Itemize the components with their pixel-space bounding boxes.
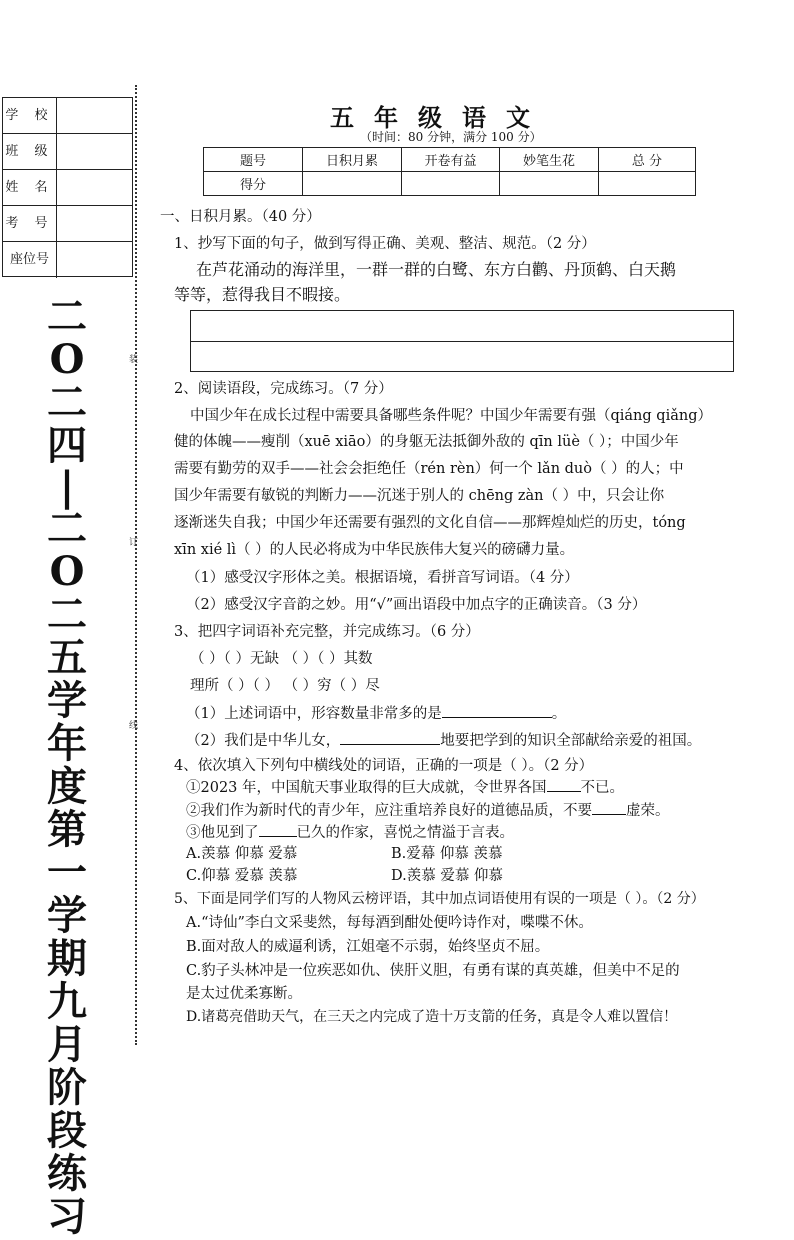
question-4-sentence-1 <box>186 777 624 798</box>
vertical-title-char: 学 <box>47 677 87 724</box>
vertical-title-char: 二 <box>47 591 87 638</box>
sub-text: 地要把学到的知识全部献给亲爱的祖国。 <box>440 733 702 749</box>
answer-blank[interactable] <box>259 822 297 837</box>
info-label: 班 级 <box>3 134 57 169</box>
question-2-stem: 2、阅读语段，完成练习。（7 分） <box>174 381 393 397</box>
question-5-stem: 5、下面是同学们写的人物风云榜评语，其中加点词语使用有误的一项是（ ）。（2 分） <box>174 891 705 907</box>
answer-blank[interactable] <box>340 730 440 745</box>
sentence-text: 不已。 <box>580 780 625 796</box>
info-label: 考 号 <box>3 206 57 241</box>
question-5-option-c[interactable]: C.豹子头林冲是一位疾恶如仇、侠肝义胆，有勇有谋的真英雄，但美中不足的 <box>186 963 680 979</box>
score-header-cell: 开卷有益 <box>402 148 500 172</box>
copy-writing-box[interactable] <box>190 310 734 372</box>
passage-line: 需要有勤劳的双手——社会会拒绝任（rén rèn）何一个 lǎn duò（ ）的人；中 <box>174 461 684 477</box>
sentence-text: ①2023 年，中国航天事业取得的巨大成就，令世界各国 <box>186 780 547 796</box>
writing-box-divider <box>191 341 733 342</box>
vertical-title-char: 度 <box>47 763 87 810</box>
vertical-title-char: 期 <box>47 935 87 982</box>
vertical-title-char: 二 <box>47 293 87 340</box>
score-header-cell: 总 分 <box>599 148 696 172</box>
score-cell[interactable] <box>303 172 402 196</box>
section-heading: 一、日积月累。（40 分） <box>160 209 321 225</box>
sub-text: （1）上述词语中，形容数量非常多的是 <box>186 706 442 722</box>
sentence-text: 已久的作家，喜悦之情溢于言表。 <box>296 825 514 841</box>
idiom-row: （ ）（ ）无缺 （ ）（ ）其数 <box>190 651 373 667</box>
student-info-table <box>2 97 133 277</box>
score-header-cell: 题号 <box>204 148 303 172</box>
cut-label: 线 <box>129 721 139 731</box>
answer-blank[interactable] <box>592 800 626 815</box>
vertical-title-char: 学 <box>47 892 87 939</box>
vertical-title-char: 二 <box>47 505 87 552</box>
question-2-sub-1: （1）感受汉字形体之美。根据语境，看拼音写词语。（4 分） <box>186 570 579 586</box>
passage-line: xīn xié lì（ ）的人民必将成为中华民族伟大复兴的磅礴力量。 <box>174 542 575 558</box>
score-header-cell: 日积月累 <box>303 148 402 172</box>
question-1-sentence: 等等，惹得我目不暇接。 <box>174 285 351 304</box>
info-row-name <box>3 170 132 206</box>
vertical-title-char: | <box>59 463 75 510</box>
question-3-sub-1 <box>186 703 566 724</box>
info-label: 学 校 <box>3 98 57 133</box>
passage-line: 中国少年在成长过程中需要具备哪些条件呢？中国少年需要有强（qiáng qiǎng） <box>190 408 712 424</box>
vertical-title-char: O <box>49 548 85 595</box>
score-cell[interactable] <box>500 172 599 196</box>
vertical-title-char: 习 <box>47 1193 87 1240</box>
answer-blank[interactable] <box>442 703 552 718</box>
binding-cut-line <box>135 85 137 1045</box>
question-4-option-d[interactable]: D.羡慕 爱慕 仰慕 <box>391 868 503 884</box>
question-2-sub-2: （2）感受汉字音韵之妙。用“√”画出语段中加点字的正确读音。（3 分） <box>186 597 647 613</box>
vertical-title-char: 九 <box>47 978 87 1025</box>
passage-line: 逐渐迷失自我；中国少年还需要有强烈的文化自信——那辉煌灿烂的历史，tóng <box>174 515 686 531</box>
sentence-text: ②我们作为新时代的青少年，应注重培养良好的道德品质，不要 <box>186 803 592 819</box>
question-3-sub-2 <box>186 730 701 751</box>
score-cell[interactable] <box>402 172 500 196</box>
question-4-option-b[interactable]: B.爱幕 仰慕 羡慕 <box>391 846 503 862</box>
score-row-label: 得分 <box>204 172 303 196</box>
info-row-exam-number <box>3 206 132 242</box>
idiom-row: 理所（ ）（ ） （ ）穷（ ）尽 <box>190 678 380 694</box>
question-5-option-b[interactable]: B.面对敌人的威逼利诱，江姐毫不示弱，始终坚贞不屈。 <box>186 939 550 955</box>
vertical-title-char: 月 <box>47 1021 87 1068</box>
score-table-header-row <box>204 148 696 172</box>
info-label: 座位号 <box>3 242 57 278</box>
vertical-title-char: 一 <box>47 849 87 896</box>
vertical-title-char: 年 <box>47 720 87 767</box>
info-row-class <box>3 134 132 170</box>
passage-line: 国少年需要有敏锐的判断力——沉迷于别人的 chēng zàn（ ）中，只会让你 <box>174 488 665 504</box>
vertical-title-char: 四 <box>47 422 87 469</box>
score-header-cell: 妙笔生花 <box>500 148 599 172</box>
question-1-sentence: 在芦花涌动的海洋里，一群一群的白鹭、东方白鹳、丹顶鹤、白天鹅 <box>196 260 677 279</box>
vertical-title-char: 练 <box>47 1150 87 1197</box>
vertical-title-char: 阶 <box>47 1064 87 1111</box>
question-3-stem: 3、把四字词语补充完整，并完成练习。（6 分） <box>174 624 480 640</box>
cut-label: 订 <box>129 538 139 548</box>
vertical-title-char: 五 <box>47 634 87 681</box>
question-5-option-a[interactable]: A.“诗仙”李白文采斐然，每每酒到酣处便吟诗作对，喋喋不休。 <box>186 915 593 931</box>
vertical-title-char: 段 <box>47 1107 87 1154</box>
info-label: 姓 名 <box>3 170 57 205</box>
question-4-sentence-3 <box>186 822 514 843</box>
answer-blank[interactable] <box>547 777 581 792</box>
vertical-exam-title <box>45 293 89 1240</box>
question-4-sentence-2 <box>186 800 670 821</box>
question-1-stem: 1、抄写下面的句子，做到写得正确、美观、整洁、规范。（2 分） <box>174 236 596 252</box>
sentence-text: ③他见到了 <box>186 825 259 841</box>
info-row-school <box>3 98 132 134</box>
sentence-text: 虚荣。 <box>626 803 670 819</box>
passage-line: 健的体魄——瘦削（xuē xiāo）的身躯无法抵御外敌的 qīn lüè（ ）；中国少年 <box>174 434 679 450</box>
vertical-title-char: 第 <box>47 806 87 853</box>
question-5-option-c-cont: 是太过优柔寡断。 <box>186 986 302 1002</box>
info-row-seat <box>3 242 132 278</box>
question-5-option-d[interactable]: D.诸葛亮借助天气，在三天之内完成了造十万支箭的任务，真是令人难以置信！ <box>186 1009 678 1025</box>
score-table <box>203 147 696 196</box>
question-4-option-a[interactable]: A.羡慕 仰慕 爱慕 <box>186 846 298 862</box>
vertical-title-char: O <box>49 336 85 383</box>
page-subtitle: （时间：80 分钟，满分 100 分） <box>360 130 542 144</box>
question-4-stem: 4、依次填入下列句中横线处的词语，正确的一项是（ ）。（2 分） <box>174 758 594 774</box>
cut-label: 装 <box>129 355 139 365</box>
sub-text: 。 <box>551 706 567 722</box>
question-4-option-c[interactable]: C.仰慕 爱慕 羡慕 <box>186 868 298 884</box>
vertical-title-char: 二 <box>47 379 87 426</box>
sub-text: （2）我们是中华儿女， <box>186 733 341 749</box>
page-title: 五年级语文 <box>330 103 550 132</box>
score-table-score-row <box>204 172 696 196</box>
score-cell[interactable] <box>599 172 696 196</box>
